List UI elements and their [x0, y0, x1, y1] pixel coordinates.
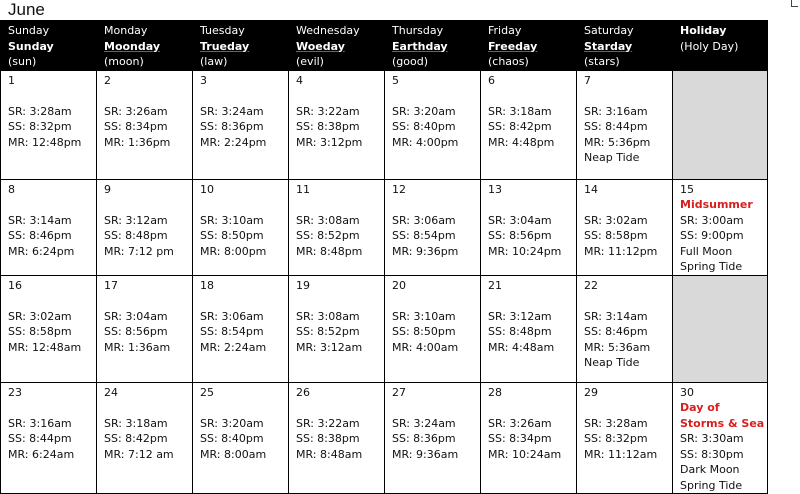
corner-marker-icon: [791, 0, 798, 7]
spacer: [392, 197, 480, 213]
moonrise-time: MR: 7:12 am: [104, 447, 174, 461]
day-date: 14: [584, 182, 598, 196]
day-date: 4: [296, 73, 303, 87]
spacer: [296, 293, 384, 309]
moonrise-time: MR: 3:12pm: [296, 135, 363, 149]
header-meaning: (sun): [8, 55, 37, 68]
week-row: [1, 382, 768, 494]
sunrise-time: SR: 3:08am: [296, 213, 360, 227]
sunrise-time: SR: 3:16am: [8, 416, 72, 430]
moonrise-time: MR: 9:36am: [392, 447, 459, 461]
day-cell: [289, 275, 385, 382]
day-cell: [481, 275, 577, 382]
sunset-time: SS: 8:40pm: [200, 432, 264, 445]
moonrise-time: MR: 3:12am: [296, 340, 363, 354]
day-cell: [481, 179, 577, 275]
day-cell: [385, 70, 481, 179]
sunrise-time: SR: 3:06am: [200, 309, 264, 323]
day-cell: [1, 70, 97, 179]
day-cell: [577, 70, 673, 179]
spacer: [104, 293, 192, 309]
day-date: 11: [296, 182, 310, 196]
sunrise-time: SR: 3:20am: [200, 416, 264, 430]
day-date: 21: [488, 278, 502, 292]
sunrise-time: SR: 3:00am: [680, 213, 744, 227]
day-cell: [289, 382, 385, 494]
day-date: 29: [584, 385, 598, 399]
week-row: [1, 70, 768, 179]
spacer: [584, 293, 672, 309]
sunset-time: SS: 8:42pm: [488, 120, 552, 133]
header-friday: [481, 21, 577, 71]
moonrise-time: MR: 8:00pm: [200, 244, 267, 258]
moonrise-time: MR: 6:24pm: [8, 244, 75, 258]
spacer: [584, 400, 672, 416]
sunrise-time: SR: 3:02am: [8, 309, 72, 323]
header-meaning: (good): [392, 55, 429, 68]
moonrise-time: MR: 2:24pm: [200, 135, 267, 149]
header-tuesday: [193, 21, 289, 71]
day-cell: [481, 382, 577, 494]
day-date: 22: [584, 278, 598, 292]
day-date: 18: [200, 278, 214, 292]
spacer: [584, 197, 672, 213]
sunset-time: SS: 8:54pm: [200, 325, 264, 338]
moonrise-time: MR: 9:36pm: [392, 244, 459, 258]
sunset-time: SS: 8:50pm: [200, 229, 264, 242]
header-meaning: (law): [200, 55, 228, 68]
moonrise-time: MR: 4:48am: [488, 340, 555, 354]
sunset-time: SS: 8:30pm: [680, 447, 744, 461]
sunrise-time: SR: 3:06am: [392, 213, 456, 227]
header-name: Earthday: [392, 39, 448, 53]
day-date: 10: [200, 182, 214, 196]
sunset-time: SS: 8:46pm: [8, 229, 72, 242]
holiday-date: 30: [680, 385, 694, 399]
header-name: Freeday: [488, 39, 538, 53]
header-meaning: (moon): [104, 55, 144, 68]
header-name: Woeday: [296, 39, 345, 53]
sunset-time: SS: 9:00pm: [680, 229, 744, 242]
moonrise-time: MR: 4:00pm: [392, 135, 459, 149]
sunrise-time: SR: 3:08am: [296, 309, 360, 323]
header-name: Sunday: [8, 39, 54, 53]
sunset-time: SS: 8:58pm: [8, 325, 72, 338]
sunrise-time: SR: 3:22am: [296, 416, 360, 430]
spacer: [392, 88, 480, 104]
moonrise-time: MR: 11:12am: [584, 447, 658, 461]
day-cell: [193, 275, 289, 382]
week-row: [1, 275, 768, 382]
header-row: [1, 21, 768, 71]
day-date: 7: [584, 73, 591, 87]
day-cell: [1, 275, 97, 382]
sunrise-time: SR: 3:28am: [8, 104, 72, 118]
moonrise-time: MR: 7:12 pm: [104, 244, 174, 258]
header-thursday: [385, 21, 481, 71]
sunrise-time: SR: 3:04am: [488, 213, 552, 227]
sunset-time: SS: 8:58pm: [584, 229, 648, 242]
sunset-time: SS: 8:32pm: [8, 120, 72, 133]
sunset-time: SS: 8:52pm: [296, 229, 360, 242]
holiday-date: 15: [680, 182, 694, 196]
sunset-time: SS: 8:38pm: [296, 120, 360, 133]
sunrise-time: SR: 3:30am: [680, 432, 744, 445]
day-date: 12: [392, 182, 406, 196]
header-day: Saturday: [584, 24, 634, 37]
day-cell: [1, 179, 97, 275]
sunset-time: SS: 8:34pm: [488, 432, 552, 445]
header-day: Holiday: [680, 24, 727, 37]
day-cell: [385, 275, 481, 382]
header-holiday: [673, 21, 768, 71]
sunrise-time: SR: 3:10am: [200, 213, 264, 227]
spacer: [296, 197, 384, 213]
day-cell: [385, 179, 481, 275]
header-day: Sunday: [8, 24, 50, 37]
sunset-time: SS: 8:36pm: [392, 432, 456, 445]
moonrise-time: MR: 6:24am: [8, 447, 75, 461]
tide-note: Spring Tide: [680, 478, 743, 492]
day-cell: [1, 382, 97, 494]
moonrise-time: MR: 5:36am: [584, 340, 651, 354]
day-cell: [193, 179, 289, 275]
moonrise-time: MR: 4:48pm: [488, 135, 555, 149]
spacer: [8, 293, 96, 309]
sunset-time: SS: 8:50pm: [392, 325, 456, 338]
moonrise-time: MR: 10:24pm: [488, 244, 562, 258]
sunset-time: SS: 8:46pm: [584, 325, 648, 338]
spacer: [200, 88, 288, 104]
holiday-cell-empty: [673, 275, 768, 382]
moonrise-time: MR: 11:12pm: [584, 244, 658, 258]
day-cell: [97, 382, 193, 494]
day-cell: [577, 179, 673, 275]
header-meaning: (Holy Day): [680, 39, 739, 53]
day-date: 23: [8, 385, 22, 399]
day-date: 9: [104, 182, 111, 196]
holiday-name: Midsummer: [680, 198, 753, 211]
day-date: 26: [296, 385, 310, 399]
day-date: 20: [392, 278, 406, 292]
header-meaning: (chaos): [488, 55, 529, 68]
day-note: Neap Tide: [584, 356, 640, 369]
spacer: [104, 197, 192, 213]
sunrise-time: SR: 3:26am: [488, 416, 552, 430]
moonrise-time: MR: 12:48am: [8, 340, 82, 354]
header-meaning: (stars): [584, 55, 620, 68]
moonrise-time: MR: 4:00am: [392, 340, 459, 354]
spacer: [488, 293, 576, 309]
sunset-time: SS: 8:54pm: [392, 229, 456, 242]
day-cell: [289, 179, 385, 275]
day-date: 2: [104, 73, 111, 87]
day-cell: [577, 275, 673, 382]
tide-note: Spring Tide: [680, 260, 743, 273]
moonrise-time: MR: 1:36pm: [104, 135, 171, 149]
header-saturday: [577, 21, 673, 71]
holiday-cell-empty: [673, 70, 768, 179]
holiday-cell: [673, 382, 768, 494]
spacer: [8, 88, 96, 104]
sunrise-time: SR: 3:18am: [104, 416, 168, 430]
sunset-time: SS: 8:34pm: [104, 120, 168, 133]
spacer: [8, 197, 96, 213]
header-sunday: [1, 21, 97, 71]
day-date: 8: [8, 182, 15, 196]
moonrise-time: MR: 10:24am: [488, 447, 562, 461]
header-day: Thursday: [392, 24, 444, 37]
header-monday: [97, 21, 193, 71]
spacer: [8, 400, 96, 416]
sunrise-time: SR: 3:10am: [392, 309, 456, 323]
holiday-cell: [673, 179, 768, 275]
spacer: [392, 293, 480, 309]
header-day: Wednesday: [296, 24, 360, 37]
day-date: 28: [488, 385, 502, 399]
header-day: Tuesday: [200, 24, 245, 37]
spacer: [200, 400, 288, 416]
spacer: [200, 197, 288, 213]
day-date: 13: [488, 182, 502, 196]
day-cell: [577, 382, 673, 494]
sunrise-time: SR: 3:12am: [488, 309, 552, 323]
moonrise-time: MR: 2:24am: [200, 340, 267, 354]
spacer: [584, 88, 672, 104]
spacer: [200, 293, 288, 309]
spacer: [392, 400, 480, 416]
spacer: [104, 88, 192, 104]
sunset-time: SS: 8:38pm: [296, 432, 360, 445]
header-meaning: (evil): [296, 55, 324, 68]
header-name: Moonday: [104, 39, 161, 53]
sunrise-time: SR: 3:24am: [392, 416, 456, 430]
month-title: June: [8, 0, 45, 19]
sunrise-time: SR: 3:18am: [488, 104, 552, 118]
sunrise-time: SR: 3:12am: [104, 213, 168, 227]
day-date: 27: [392, 385, 406, 399]
week-row: [1, 179, 768, 275]
sunset-time: SS: 8:40pm: [392, 120, 456, 133]
day-cell: [97, 179, 193, 275]
sunrise-time: SR: 3:24am: [200, 104, 264, 118]
sunrise-time: SR: 3:02am: [584, 213, 648, 227]
day-cell: [289, 70, 385, 179]
header-name: Trueday: [200, 39, 250, 53]
holiday-name: Day of Storms & Sea: [680, 401, 765, 430]
sunrise-time: SR: 3:16am: [584, 104, 648, 118]
sunrise-time: SR: 3:20am: [392, 104, 456, 118]
sunset-time: SS: 8:56pm: [104, 325, 168, 338]
sunset-time: SS: 8:42pm: [104, 432, 168, 445]
sunrise-time: SR: 3:26am: [104, 104, 168, 118]
day-date: 1: [8, 73, 15, 87]
day-date: 3: [200, 73, 207, 87]
sunrise-time: SR: 3:04am: [104, 309, 168, 323]
spacer: [488, 400, 576, 416]
calendar-table: [0, 20, 768, 494]
spacer: [488, 88, 576, 104]
spacer: [296, 400, 384, 416]
sunset-time: SS: 8:52pm: [296, 325, 360, 338]
day-cell: [97, 70, 193, 179]
moonrise-time: MR: 8:00am: [200, 447, 267, 461]
day-cell: [97, 275, 193, 382]
moonrise-time: MR: 8:48am: [296, 447, 363, 461]
day-date: 25: [200, 385, 214, 399]
spacer: [104, 400, 192, 416]
day-date: 5: [392, 73, 399, 87]
sunset-time: SS: 8:48pm: [104, 229, 168, 242]
day-cell: [385, 382, 481, 494]
day-cell: [481, 70, 577, 179]
sunset-time: SS: 8:44pm: [584, 120, 648, 133]
day-cell: [193, 70, 289, 179]
day-date: 19: [296, 278, 310, 292]
day-date: 6: [488, 73, 495, 87]
day-date: 16: [8, 278, 22, 292]
spacer: [488, 197, 576, 213]
moon-phase: Dark Moon: [680, 463, 740, 476]
moonrise-time: MR: 8:48pm: [296, 244, 363, 258]
header-day: Friday: [488, 24, 522, 37]
moon-phase: Full Moon: [680, 244, 733, 258]
sunrise-time: SR: 3:22am: [296, 104, 360, 118]
sunrise-time: SR: 3:14am: [8, 213, 72, 227]
moonrise-time: MR: 5:36pm: [584, 135, 651, 149]
moonrise-time: MR: 1:36am: [104, 340, 171, 354]
sunset-time: SS: 8:32pm: [584, 432, 648, 445]
day-date: 17: [104, 278, 118, 292]
day-cell: [193, 382, 289, 494]
sunrise-time: SR: 3:14am: [584, 309, 648, 323]
header-name: Starday: [584, 39, 633, 53]
sunset-time: SS: 8:56pm: [488, 229, 552, 242]
sunset-time: SS: 8:36pm: [200, 120, 264, 133]
sunset-time: SS: 8:44pm: [8, 432, 72, 445]
header-day: Monday: [104, 24, 148, 37]
day-date: 24: [104, 385, 118, 399]
spacer: [296, 88, 384, 104]
sunrise-time: SR: 3:28am: [584, 416, 648, 430]
header-wednesday: [289, 21, 385, 71]
moonrise-time: MR: 12:48pm: [8, 135, 82, 149]
day-note: Neap Tide: [584, 151, 640, 164]
sunset-time: SS: 8:48pm: [488, 325, 552, 338]
